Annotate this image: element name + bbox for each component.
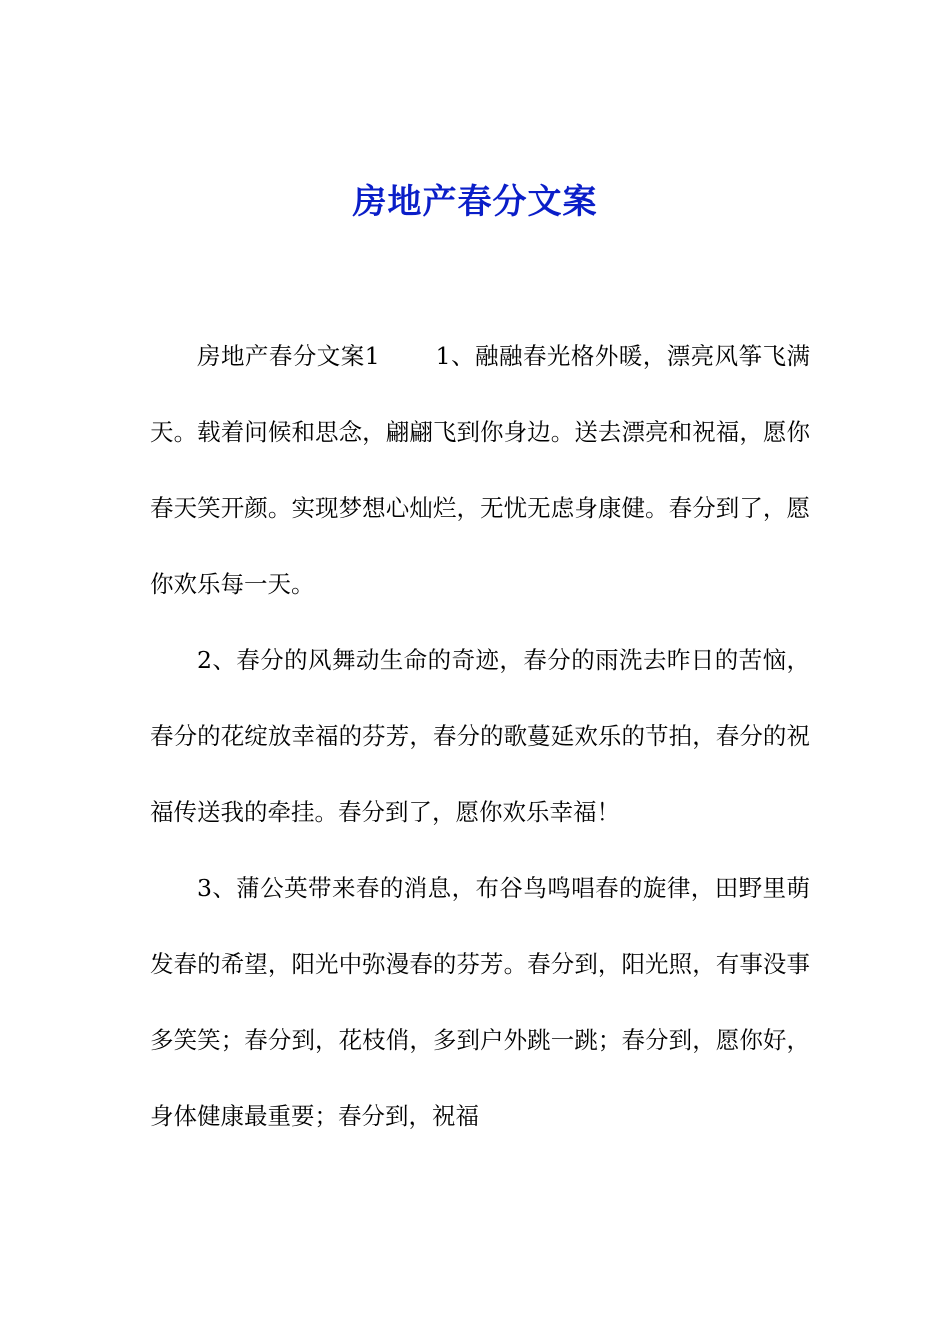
document-title: 房地产春分文案 [352, 182, 598, 222]
document-body [150, 318, 810, 1154]
paragraph-text: 1、融融春光格外暖，漂亮风筝飞满天。载着问候和思念，翩翩飞到你身边。送去漂亮和祝福，愿你春天笑开颜。实现梦想心灿烂，无忧无虑身康健。春分到了，愿你欢乐每一天。 [150, 342, 811, 598]
paragraph-text: 3、蒲公英带来春的消息，布谷鸟鸣唱春的旋律，田野里萌发春的希望，阳光中弥漫春的芬芳。春分到，阳光照，有事没事多笑笑；春分到，花枝俏，多到户外跳一跳；春分到，愿你好，身体健康最重要；春分到，祝福 [150, 874, 810, 1130]
paragraph-2 [150, 622, 810, 850]
section-heading: 房地产春分文案1 [197, 342, 380, 370]
paragraph-1 [150, 318, 810, 622]
paragraph-3 [150, 850, 810, 1154]
paragraph-text: 2、春分的风舞动生命的奇迹，春分的雨洗去昨日的苦恼，春分的花绽放幸福的芬芳，春分的歌蔓延欢乐的节拍，春分的祝福传送我的牵挂。春分到了，愿你欢乐幸福！ [150, 646, 810, 826]
